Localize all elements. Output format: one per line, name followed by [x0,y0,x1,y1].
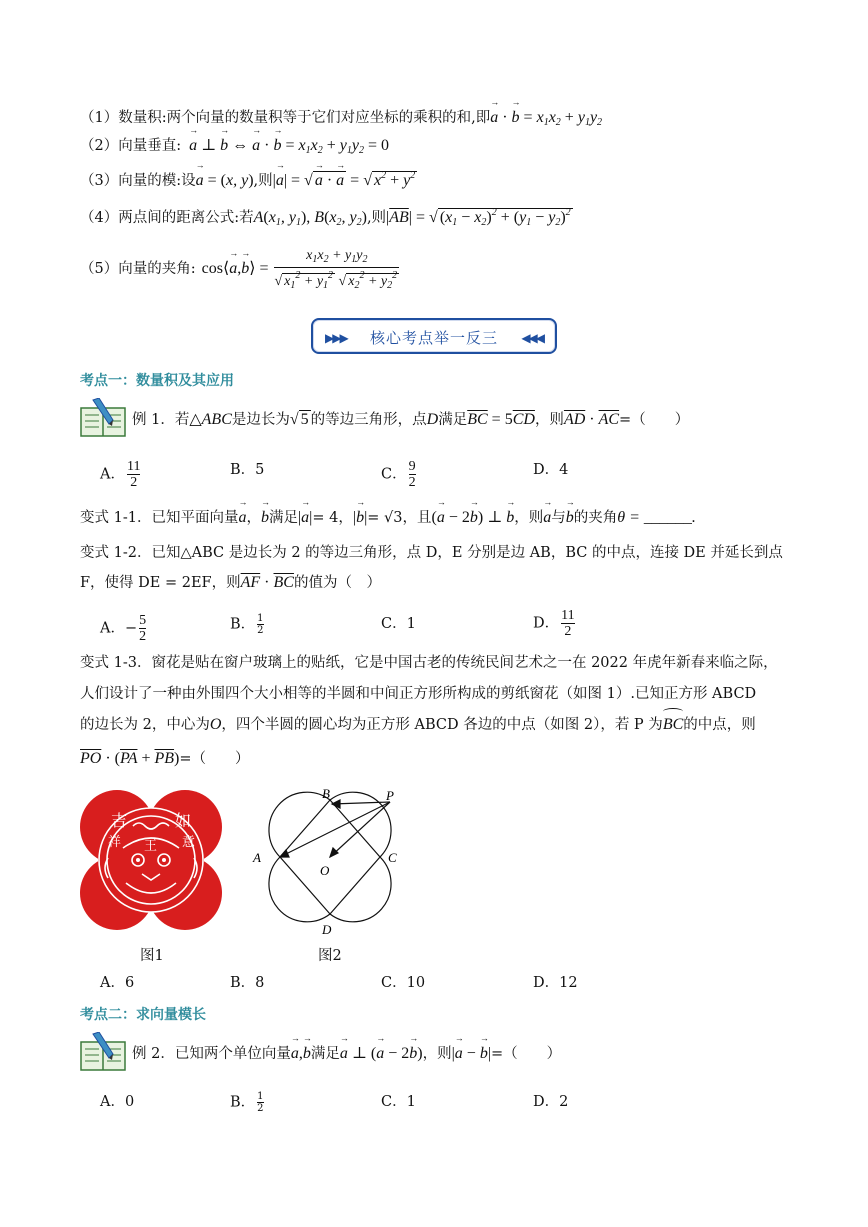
formula-4-mid: ,则 [366,210,387,226]
figure-2-caption: 图2 [318,948,342,964]
v11-t1: ， [246,510,261,526]
ex2-t3: =（ ） [491,1046,562,1062]
variant-1-3-line-4: $\overline{PO} \cdot (\overline{PA} + \overline{PB})=$（ ） [80,750,250,767]
papercut-figure-1 [78,788,224,932]
section-2-heading: 考点二：求向量模长 [80,1007,206,1023]
papercut-char-ji: 吉 [111,811,128,830]
ex2-t2: ，则 [422,1046,452,1062]
variant-1-2-option-b[interactable] [230,613,266,636]
core-points-banner [311,318,557,354]
option-letter: A． [100,466,125,483]
frac-num: 1 [257,613,264,624]
papercut-char-yi: 意 [182,835,196,850]
formula-perpendicular: （2）向量垂直: → a ⊥ → b ⇔ → a · → $b = x_1x_2 + y_1y_2 = 0$ [80,136,389,161]
formula-magnitude: （3）向量的模:设→ a = (x, y),则|→ a| = √ → a · → a = √ $x^2 + y^2$ [80,166,417,191]
frac-den: 2 [257,1103,264,1114]
formula-angle: （5）向量的夹角: cos⟨→ a,→ b⟩ = $\frac{x_1x_2 + y_1y_2}{√ x_1^2 + y_1^2 √ x_2^2 + y_2^2}$ [80,248,401,293]
option-letter: A． [100,620,125,637]
option-letter: B． [230,616,256,633]
formula-3-label: （3）向量的模:设 [80,173,196,189]
formula-5-label: （5）向量的夹角: [80,261,196,277]
banner-right-arrows: ◀◀◀ [521,331,543,345]
formula-dot-product: （1）数量积:两个向量的数量积等于它们对应坐标的乘积的和,即→ a · → $b = x_1x_2 + y_1y_2$ [80,108,602,133]
variant-1-2-line-1: 变式 1-2．已知△ABC 是边长为 2 的等边三角形，点 D，E 分别是边 AB，BC 的中点，连接 DE 并延长到点 [80,545,783,561]
v13-line3b: ，四个半圆的圆心均为正方形 ABCD 各边的中点（如图 2），若 P 为 [221,717,663,733]
variant-1-2-line-2: F，使得 DE = 2EF，则$\overline{AF} \cdot \overline{BC}$的值为（ ） [80,574,381,591]
ex2-t1: 满足 [310,1046,340,1062]
formula-distance: （4）两点间的距离公式:若$A(x_1$, $y_1$), $B(x_2$, $y_2$),则$|\overline{AB}|$ = √ $(x_1 - x_2)^2 + (y_1 - y_2)^2$ [80,207,571,228]
point-label-b: B [322,786,330,801]
example-1-text-3: 满足 [438,412,468,428]
example-1-option-d[interactable]: D．4 [533,462,569,478]
point-label-p: P [386,788,394,803]
example-2-option-a[interactable]: A．0 [100,1094,135,1110]
formula-1-label: （1）数量积:两个向量的数量积等于它们对应坐标的乘积的和,即 [80,110,491,126]
papercut-char-xiang: 祥 [108,835,122,850]
frac-den: 2 [127,474,140,490]
variant-1-3-option-a[interactable]: A．6 [100,975,135,991]
example-1-text-2: 的等边三角形，点 [310,412,427,428]
example-2-question: 例 2．已知两个单位向量→ a,→ b满足→ a ⊥ (→ a − 2→ b)，则|→ a − → b|=（ ） [132,1044,561,1064]
option-letter: C． [381,466,407,483]
point-label-c: C [388,850,397,865]
variant-1-3-option-d[interactable]: D．12 [533,975,578,991]
v12-line2a: F，使得 DE = 2EF，则 [80,575,241,591]
example-1-prefix: 例 1．若 [132,412,190,428]
variant-1-3-line-1: 变式 1-3．窗花是贴在窗户玻璃上的贴纸，它是中国古老的传统民间艺术之一在 2022 年虎年新春来临之际， [80,655,778,671]
frac-num: 5 [139,613,147,628]
v11-t8: 的夹角 [573,510,618,526]
banner-left-arrows: ▶▶▶ [325,331,347,345]
v11-t5: ，且 [402,510,432,526]
point-label-d: D [322,922,332,937]
v11-t6: ，则 [514,510,544,526]
option-letter: B． [230,1094,256,1111]
example-2-option-b[interactable] [230,1091,266,1114]
variant-1-2-option-c[interactable]: C．1 [381,616,416,632]
variant-1-1-prefix: 变式 1-1．已知平面向量 [80,510,239,526]
formula-2-label: （2）向量垂直: [80,138,182,154]
example-1-text-5: =（ ） [619,412,690,428]
formula-3-mid: ,则 [253,173,273,189]
variant-1-3-option-c[interactable]: C．10 [381,975,426,991]
example-2-option-c[interactable]: C．1 [381,1094,416,1110]
example-1-text-1: 是边长为 [231,412,290,428]
book-pencil-icon [79,1032,129,1074]
variant-1-2-option-a[interactable]: A．− $\frac{5}{2}$ [100,613,147,644]
variant-1-1-question: 变式 1-1．已知平面向量→ a，→ b满足|→ a|= 4，|→ b|= √3，且(→ a − 2→ b) ⊥ → b，则→ a与→ b的夹角θ = ______. [80,508,696,528]
frac-num: 11 [126,459,141,474]
example-1-option-c[interactable] [381,459,418,490]
book-pencil-icon [79,398,129,440]
point-label-o: O [320,863,330,878]
frac-den: 2 [561,623,574,639]
example-2-prefix: 例 2．已知两个单位向量 [132,1046,291,1062]
v13-line3c: 的中点，则 [683,717,756,733]
v11-t4: = √3 [367,510,403,526]
section-1-heading: 考点一：数量积及其应用 [80,373,234,389]
papercut-char-wang: 王 [144,839,158,854]
v12-line2b: 的值为（ ） [293,575,381,591]
frac-num: 11 [561,608,575,623]
example-1-text-4: ，则 [534,412,564,428]
banner-title: 核心考点举一反三 [369,329,498,347]
papercut-char-ru: 如 [175,811,192,830]
variant-1-2-option-d[interactable] [533,608,577,639]
frac-num: 9 [408,459,416,474]
example-2-option-d[interactable]: D．2 [533,1094,569,1110]
variant-1-3-line-2: 人们设计了一种由外围四个大小相等的半圆和中间正方形所构成的剪纸窗花（如图 1）.已知正方形 ABCD [80,686,757,702]
frac-den: 2 [139,629,147,644]
frac-den: 2 [408,475,416,490]
geometry-figure-2 [250,784,410,938]
frac-num: 1 [257,1091,264,1102]
v11-t3: = 4， [312,510,353,526]
variant-1-3-option-b[interactable]: B．8 [230,975,265,991]
v11-t7: 与 [551,510,566,526]
frac-den: 2 [257,625,264,636]
v13-line3a: 的边长为 2，中心为 [80,717,210,733]
v13-line4: =（ ） [179,751,250,767]
variant-1-3-line-3: 的边长为 2，中心为O，四个半圆的圆心均为正方形 ABCD 各边的中点（如图 2），若 P 为BC 的中点，则 [80,715,756,735]
example-1-option-b[interactable]: B．5 [230,462,265,478]
figure-1-caption: 图1 [140,948,164,964]
example-1-question: 例 1．若△ABC是边长为√ 5 的等边三角形，点D满足$\overline{BC} = 5\overline{CD}$，则$\overline{AD} \cdot \overline{AC}=$（ ） [132,411,690,428]
point-label-a: A [253,850,261,865]
v11-t2: 满足 [268,510,298,526]
formula-4-label: （4）两点间的距离公式:若 [80,210,254,226]
option-letter: D． [533,615,560,632]
v11-t9: θ = ______. [617,509,696,526]
example-1-option-a[interactable] [100,459,142,490]
